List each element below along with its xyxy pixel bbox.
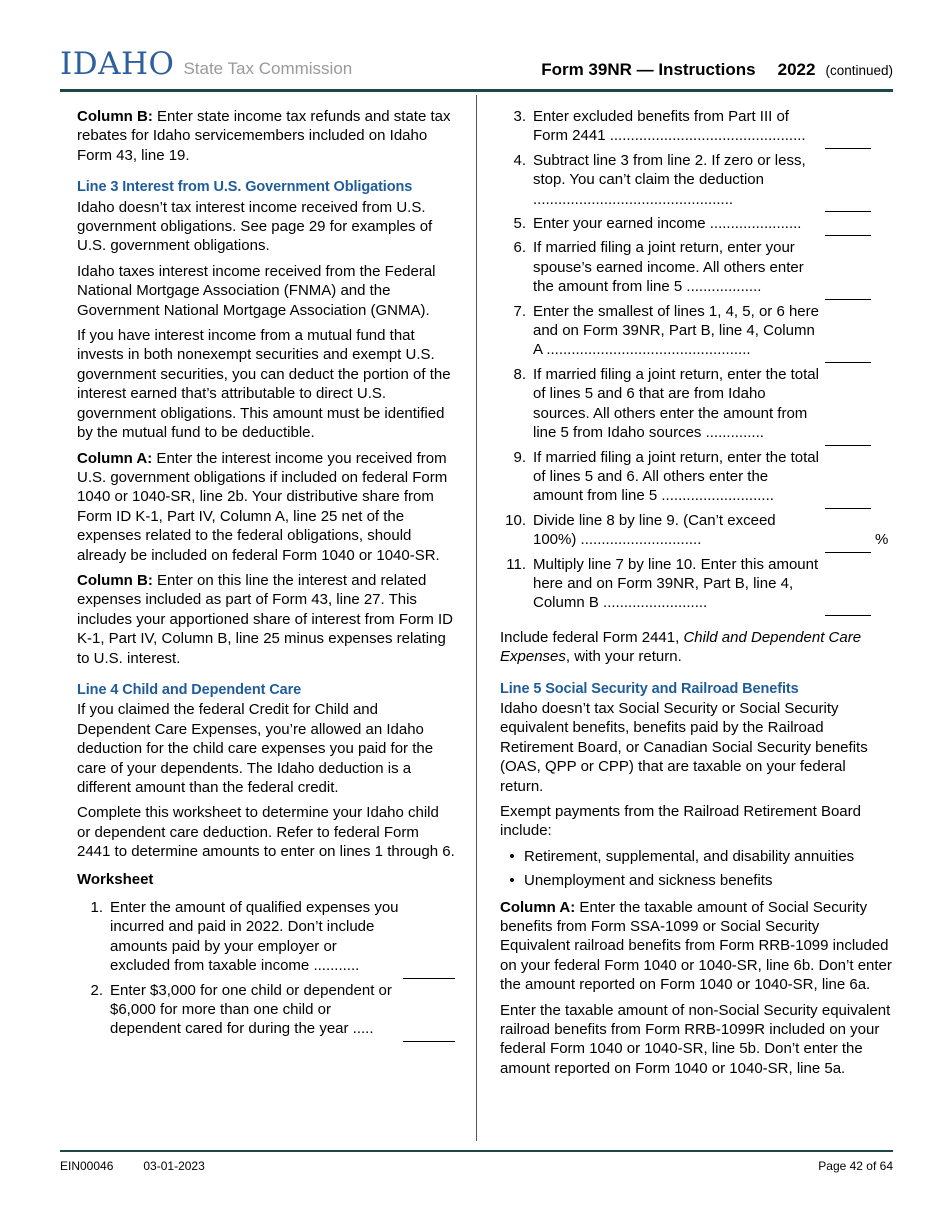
worksheet-line-text: If married filing a joint return, enter your spouse’s earned income. All others enter the amount from line 5 ..................: [533, 239, 804, 296]
line3-paragraph-3: If you have interest income from a mutual fund that invests in both nonexempt securities and exempt U.S. government securities, you can deduct the portion of the interest earned that’s attributable to direct U.S. government obligations. This amount must be identified by the mutual fund to be deductible.: [77, 327, 451, 442]
column-b-label: Column B:: [77, 108, 153, 125]
form-2441-title: Child and Dependent Care Expenses: [500, 628, 862, 666]
ein-number: EIN00046: [60, 1159, 114, 1173]
worksheet-line-11: [500, 555, 893, 613]
worksheet-line-number: 6.: [513, 239, 526, 257]
worksheet-line-text: Enter excluded benefits from Part III of Form 2441 ...............................................: [533, 108, 806, 145]
worksheet-line-text: Enter your earned income ......................: [533, 215, 802, 233]
amount-blank-line: [825, 145, 871, 149]
worksheet-line-number: 8.: [513, 365, 526, 383]
worksheet-line-number: 2.: [90, 981, 103, 999]
worksheet-line-number: 9.: [513, 448, 526, 466]
include-post-text: , with your return.: [565, 648, 682, 666]
include-form-paragraph: [500, 628, 893, 667]
amount-blank-line: [825, 612, 871, 616]
amount-blank-line: [825, 505, 871, 509]
amount-blank-line: [825, 359, 871, 363]
worksheet-line-number: 11.: [506, 555, 526, 573]
line5-paragraph-1: Idaho doesn’t tax Social Security or Social Security equivalent benefits, benefits paid by the Railroad Retirement Board, or Canadian Social Security benefits (OAS, QPP or CPP) that are taxable on your federal return.: [500, 699, 868, 795]
percent-suffix: %: [875, 531, 889, 549]
document-title: [541, 60, 893, 80]
list-item: [500, 847, 893, 866]
page-footer: [60, 1150, 893, 1173]
footer-left-group: [60, 1159, 205, 1173]
right-column: [477, 95, 893, 1141]
worksheet-line-5: [500, 214, 893, 233]
line3-column-b-paragraph: [77, 571, 455, 668]
column-b-label: Column B:: [77, 571, 153, 589]
page-header: [60, 0, 893, 92]
left-column: [60, 95, 476, 1141]
form-title: Form 39NR — Instructions: [541, 60, 756, 79]
section-heading-line4: Line 4 Child and Dependent Care: [77, 681, 302, 698]
column-a-text: Enter the interest income you received from U.S. government obligations if included on federal Form 1040 or 1040-SR, line 2b. Your distributive share from Form ID K-1, Part IV, Column A, line 25 net of the expenses related to the federal obligations, should already be included on federal Form 1040 or 1040-SR.: [77, 449, 448, 564]
column-a-text: Enter the taxable amount of Social Security benefits from Form SSA-1099 or Social Security Equivalent railroad benefits from Form RRB-1099 included on your federal Form 1040 or 1040-SR, line 6b. Don’t enter the amount reported on Form 1040 or 1040-SR, line 6a.: [500, 898, 892, 994]
worksheet-line-number: 4.: [513, 151, 526, 169]
include-pre-text: Include federal Form 2441,: [500, 628, 684, 646]
list-item-text: Retirement, supplemental, and disability annuities: [524, 847, 855, 865]
worksheet-line-7: [500, 302, 893, 360]
amount-blank-line: [825, 549, 871, 553]
amount-blank-line: [825, 208, 871, 212]
worksheet-line-8: [500, 365, 893, 443]
bullet-icon: •: [509, 847, 515, 865]
worksheet-line-text: Subtract line 3 from line 2. If zero or less, stop. You can’t claim the deduction ................................................: [533, 151, 806, 208]
worksheet-line-text: Divide line 8 by line 9. (Can’t exceed 100%) .............................: [533, 511, 776, 549]
worksheet-line-text: Multiply line 7 by line 10. Enter this amount here and on Form 39NR, Part B, line 4, Column B .........................: [533, 555, 819, 612]
amount-blank-line: [403, 1038, 455, 1042]
worksheet-line-number: 5.: [513, 215, 526, 233]
page-content: [60, 95, 893, 1141]
page-number: Page 42 of 64: [818, 1159, 893, 1173]
worksheet-line-text: If married filing a joint return, enter the total of lines 5 and 6. All others enter the amount from line 5 ...........................: [533, 448, 819, 505]
column-b-text: Enter state income tax refunds and state tax rebates for Idaho servicemembers included on Idaho Form 43, line 19.: [77, 108, 451, 164]
column-b-intro-paragraph: [77, 107, 455, 165]
worksheet-line-6: [500, 238, 893, 296]
revision-date: 03-01-2023: [143, 1159, 205, 1173]
column-a-label: Column A:: [500, 898, 576, 916]
worksheet-line-1: [77, 898, 455, 976]
worksheet-line-3: [500, 107, 893, 146]
worksheet-title: Worksheet: [77, 870, 154, 888]
line5-paragraph-3: Enter the taxable amount of non-Social Security equivalent railroad benefits from Form RRB-1099R included on your federal Form 1040 or 1040-SR, line 5b. Don’t enter the amount reported on Form 1040 or 1040-SR, line 5a.: [500, 1001, 891, 1077]
worksheet-line-9: [500, 448, 893, 506]
line5-paragraph-2: Exempt payments from the Railroad Retirement Board include:: [500, 803, 861, 840]
amount-blank-line: [825, 296, 871, 300]
line3-paragraph-2: Idaho taxes interest income received from the Federal National Mortgage Association (FNMA) and the Government National Mortgage Association (GNMA).: [77, 262, 436, 319]
worksheet-line-number: 1.: [90, 899, 103, 917]
worksheet-line-text: Enter the amount of qualified expenses you incurred and paid in 2022. Don’t include amounts paid by your employer or excluded from taxable income ...........: [110, 899, 399, 975]
line4-paragraph-1: If you claimed the federal Credit for Child and Dependent Care Expenses, you’re allowed an Idaho deduction for the child care expenses you paid for the care of your dependents. The Idaho deduction is a different amount than the federal credit.: [77, 701, 434, 796]
list-item-text: Unemployment and sickness benefits: [524, 872, 773, 890]
worksheet-line-10: [500, 511, 893, 550]
line3-column-a-paragraph: [77, 449, 455, 565]
worksheet-line-number: 10.: [505, 511, 526, 529]
worksheet-line-2: [77, 981, 455, 1039]
worksheet-line-text: Enter the smallest of lines 1, 4, 5, or 6 here and on Form 39NR, Part B, line 4, Column A .................................................: [533, 302, 819, 359]
exempt-payments-list: [500, 847, 893, 891]
continued-label: (continued): [825, 63, 893, 78]
worksheet-line-number: 7.: [513, 302, 526, 320]
column-b-text: Enter on this line the interest and related expenses included as part of Form 43, line 27. This includes your apportioned share of interest from Form ID K-1, Part IV, Column B, line 25 minus expenses relating to U.S. interest.: [77, 571, 454, 667]
section-heading-line5: Line 5 Social Security and Railroad Benefits: [500, 680, 799, 697]
agency-logo: [60, 46, 353, 82]
worksheet-line-number: 3.: [513, 108, 526, 125]
form-year: 2022: [777, 60, 816, 79]
amount-blank-line: [825, 442, 871, 446]
amount-blank-line: [825, 232, 871, 236]
line5-column-a-paragraph: [500, 898, 893, 995]
amount-blank-line: [403, 975, 455, 979]
worksheet-line-4: [500, 151, 893, 209]
section-heading-line3: Line 3 Interest from U.S. Government Obligations: [77, 179, 413, 196]
logo-subtitle: State Tax Commission: [183, 59, 353, 78]
list-item: [500, 871, 893, 890]
worksheet-line-text: Enter $3,000 for one child or dependent or $6,000 for more than one child or dependent cared for during the year .....: [110, 981, 392, 1038]
column-a-label: Column A:: [77, 449, 153, 467]
idaho-logo: IDAHO: [60, 46, 175, 82]
line4-paragraph-2: Complete this worksheet to determine your Idaho child or dependent care deduction. Refer to federal Form 2441 to determine amounts to enter on lines 1 through 6.: [77, 804, 455, 861]
bullet-icon: •: [509, 872, 515, 890]
worksheet-line-text: If married filing a joint return, enter the total of lines 5 and 6 that are from Idaho sources. All others enter the amount from line 5 from Idaho sources ..............: [533, 365, 819, 442]
line3-paragraph-1: Idaho doesn’t tax interest income received from U.S. government obligations. See page 29 for examples of U.S. government obligations.: [77, 198, 433, 255]
